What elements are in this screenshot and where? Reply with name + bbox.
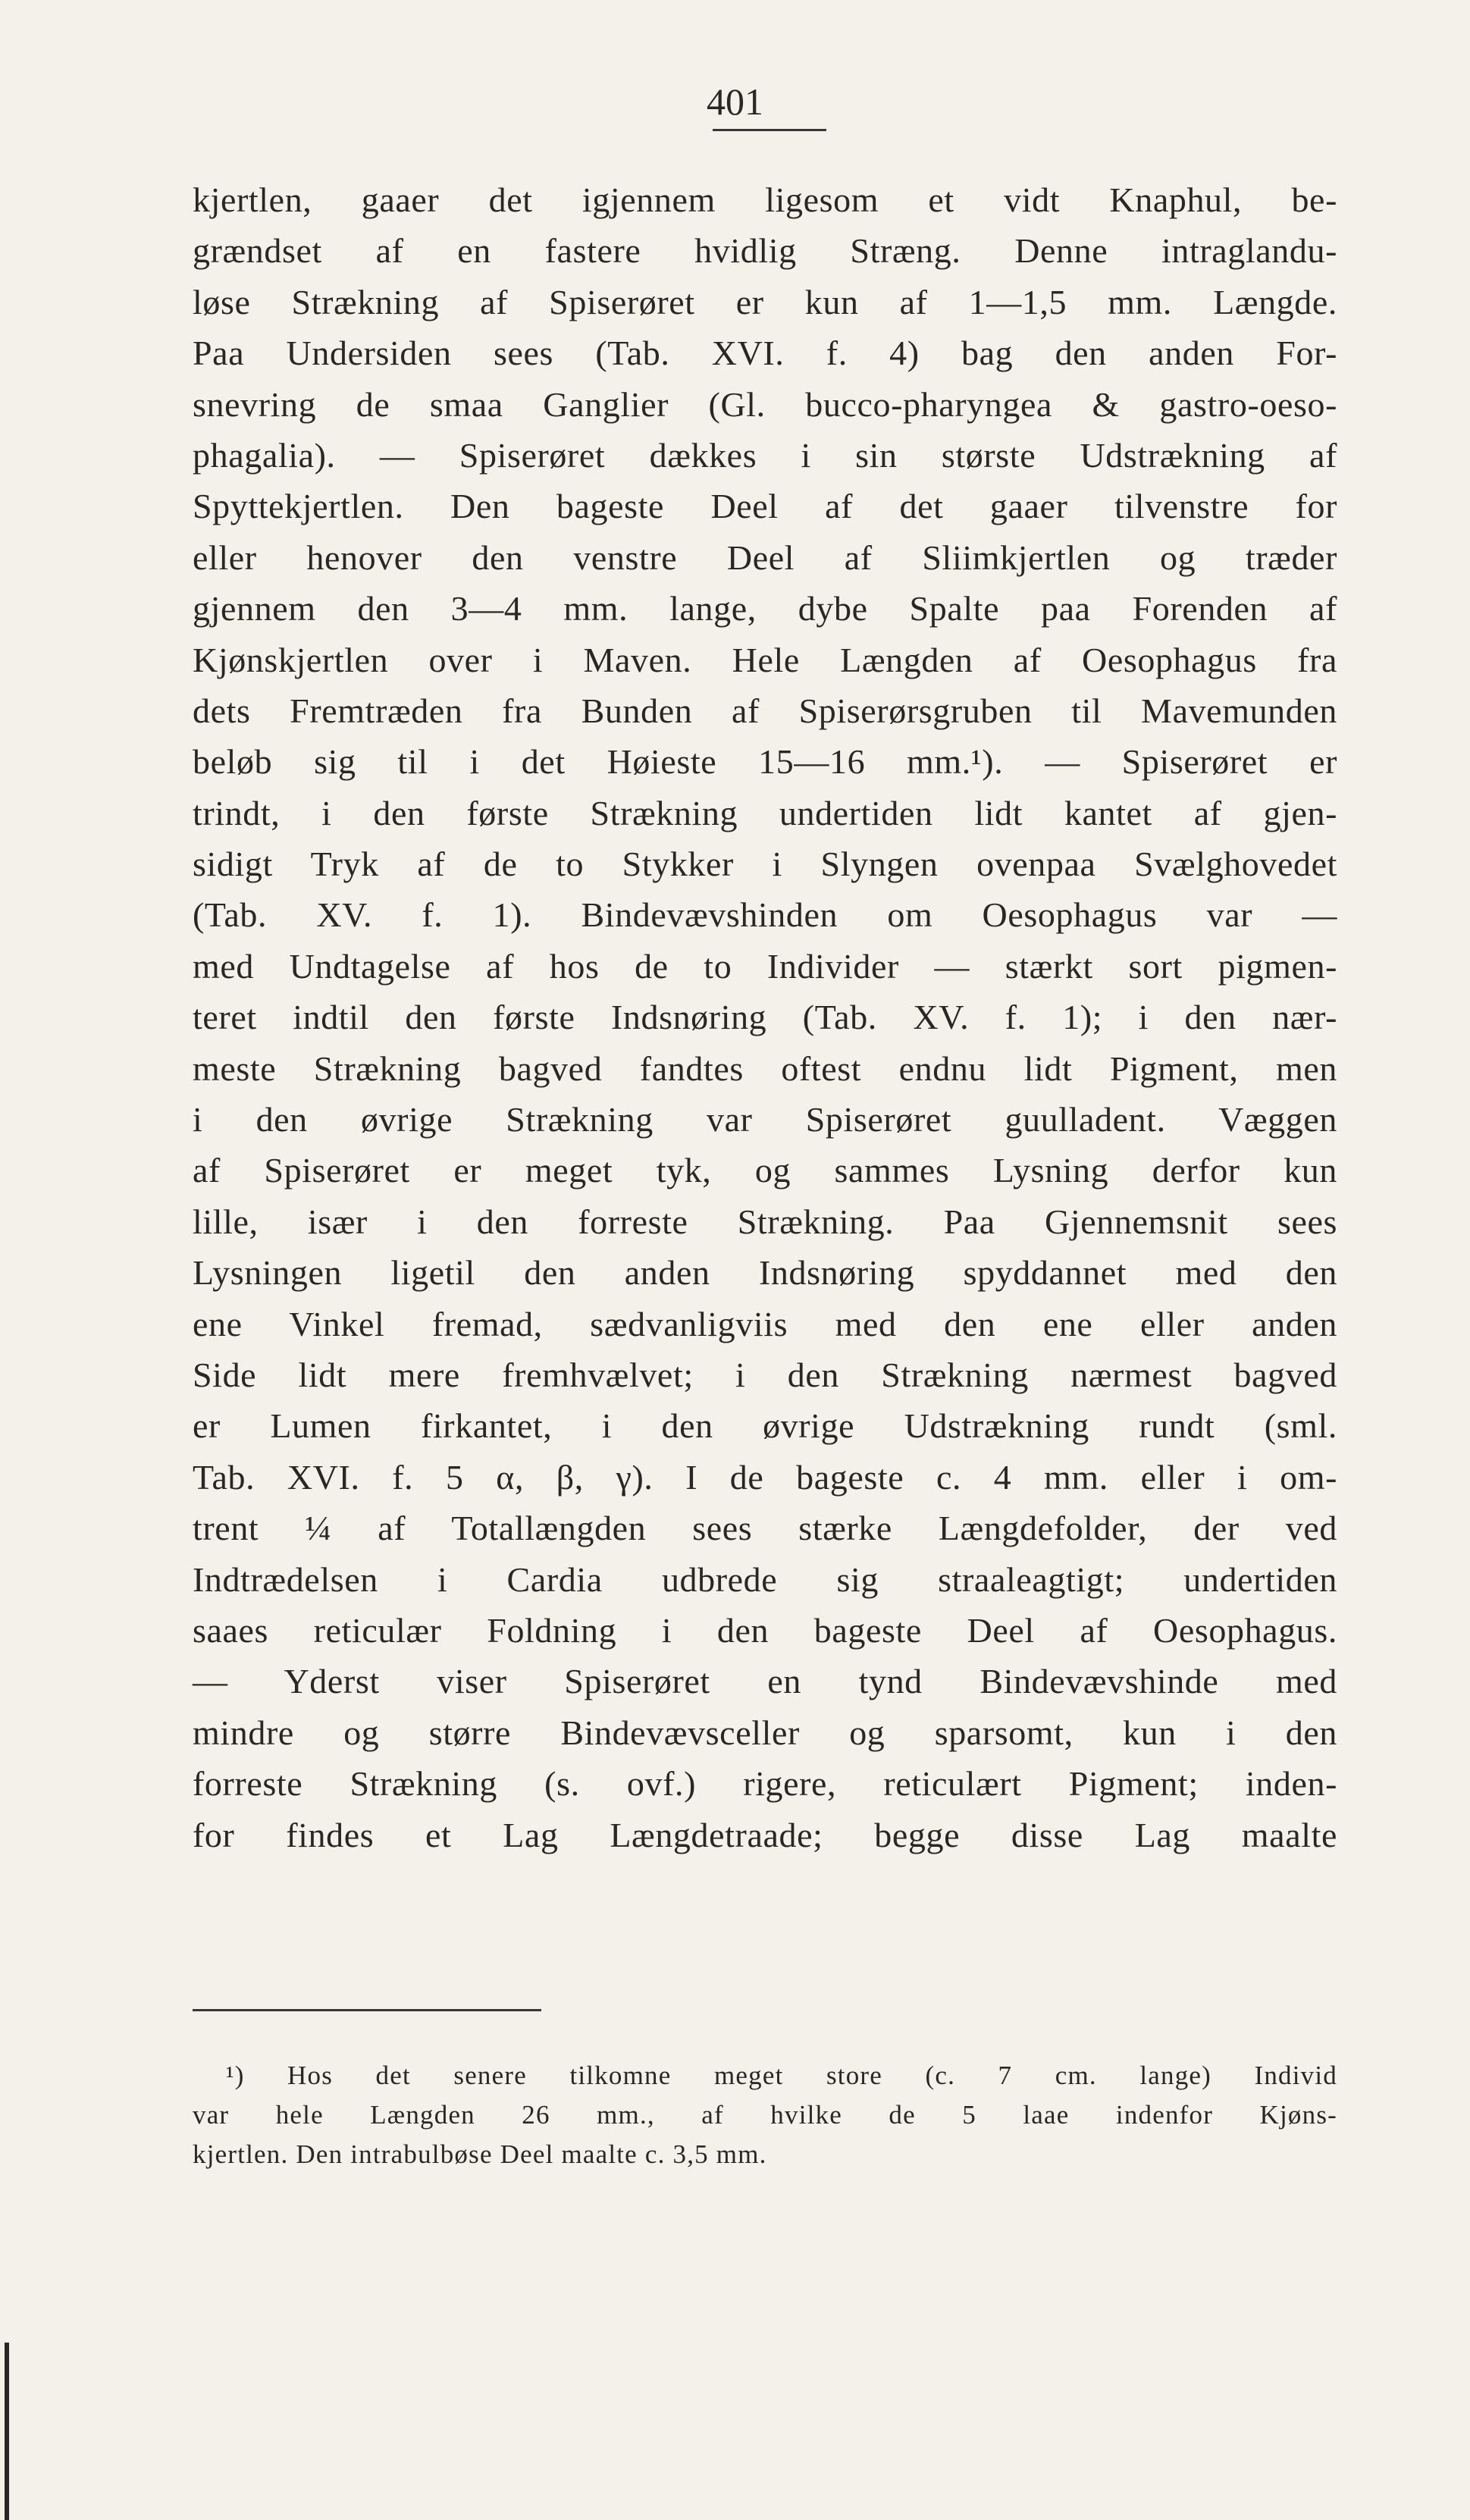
text-line: Lysningen ligetil den anden Indsnøring spyddannet med den (193, 1253, 1337, 1293)
text-line: beløb sig til i det Høieste 15—16 mm.¹). — Spiserøret er (193, 742, 1337, 782)
text-line: phagalia). — Spiserøret dækkes i sin største Udstrækning af (193, 435, 1337, 475)
text-line: — Yderst viser Spiserøret en tynd Bindevævshinde med (193, 1662, 1337, 1701)
text-line: løse Strækning af Spiserøret er kun af 1—1,5 mm. Længde. (193, 282, 1337, 321)
footnote-line: kjertlen. Den intrabulbøse Deel maalte c. 3,5 mm. (193, 2139, 767, 2169)
text-line: dets Fremtræden fra Bunden af Spiserørsgruben til Mavemunden (193, 691, 1337, 730)
page-number: 401 (707, 80, 763, 123)
text-line: grændset af en fastere hvidlig Stræng. Denne intraglandu- (193, 231, 1337, 271)
text-line: ene Vinkel fremad, sædvanligviis med den ene eller anden (193, 1304, 1337, 1343)
text-line: af Spiserøret er meget tyk, og sammes Lysning derfor kun (193, 1151, 1337, 1190)
text-line: trent ¼ af Totallængden sees stærke Længdefolder, der ved (193, 1509, 1337, 1548)
text-line: lille, især i den forreste Strækning. Paa Gjennemsnit sees (193, 1202, 1337, 1241)
text-line: for findes et Lag Længdetraade; begge disse Lag maalte (193, 1815, 1337, 1854)
text-line: er Lumen firkantet, i den øvrige Udstrækning rundt (sml. (193, 1406, 1337, 1446)
text-line: teret indtil den første Indsnøring (Tab. XV. f. 1); i den nær- (193, 998, 1337, 1037)
text-line: Spyttekjertlen. Den bageste Deel af det gaaer tilvenstre for (193, 487, 1337, 526)
body-text (193, 174, 1337, 1860)
text-line: trindt, i den første Strækning undertiden lidt kantet af gjen- (193, 793, 1337, 832)
page-number-underline (713, 129, 826, 131)
text-line: Side lidt mere fremhvælvet; i den Strækning nærmest bagved (193, 1355, 1337, 1394)
text-line: mindre og større Bindevævsceller og sparsomt, kun i den (193, 1713, 1337, 1752)
text-line: Kjønskjertlen over i Maven. Hele Længden af Oesophagus fra (193, 640, 1337, 679)
text-line: Tab. XVI. f. 5 α, β, γ). I de bageste c. 4 mm. eller i om- (193, 1457, 1337, 1497)
text-line: Indtrædelsen i Cardia udbrede sig straaleagtigt; undertiden (193, 1559, 1337, 1599)
text-line: kjertlen, gaaer det igjennem ligesom et vidt Knaphul, be- (193, 180, 1337, 219)
footnote-line: ¹) Hos det senere tilkomne meget store (c. 7 cm. lange) Individ (226, 2061, 1337, 2090)
text-line: med Undtagelse af hos de to Individer — stærkt sort pigmen- (193, 946, 1337, 986)
text-line: sidigt Tryk af de to Stykker i Slyngen ovenpaa Svælghovedet (193, 845, 1337, 884)
text-line: snevring de smaa Ganglier (Gl. bucco-pharyngea & gastro-oeso- (193, 384, 1337, 424)
footnote (193, 2056, 1337, 2174)
margin-mark (5, 2343, 9, 2520)
text-line: forreste Strækning (s. ovf.) rigere, reticulært Pigment; inden- (193, 1764, 1337, 1804)
text-line: Paa Undersiden sees (Tab. XVI. f. 4) bag den anden For- (193, 334, 1337, 373)
footnote-line: var hele Længden 26 mm., af hvilke de 5 laae indenfor Kjøns- (193, 2100, 1337, 2130)
text-line: gjennem den 3—4 mm. lange, dybe Spalte paa Forenden af (193, 589, 1337, 628)
text-line: eller henover den venstre Deel af Sliimkjertlen og træder (193, 538, 1337, 577)
text-line: (Tab. XV. f. 1). Bindevævshinden om Oesophagus var — (193, 895, 1337, 935)
text-line: i den øvrige Strækning var Spiserøret guulladent. Væggen (193, 1100, 1337, 1139)
text-line: saaes reticulær Foldning i den bageste Deel af Oesophagus. (193, 1610, 1337, 1650)
text-line: meste Strækning bagved fandtes oftest endnu lidt Pigment, men (193, 1048, 1337, 1088)
footnote-separator (193, 2009, 541, 2011)
